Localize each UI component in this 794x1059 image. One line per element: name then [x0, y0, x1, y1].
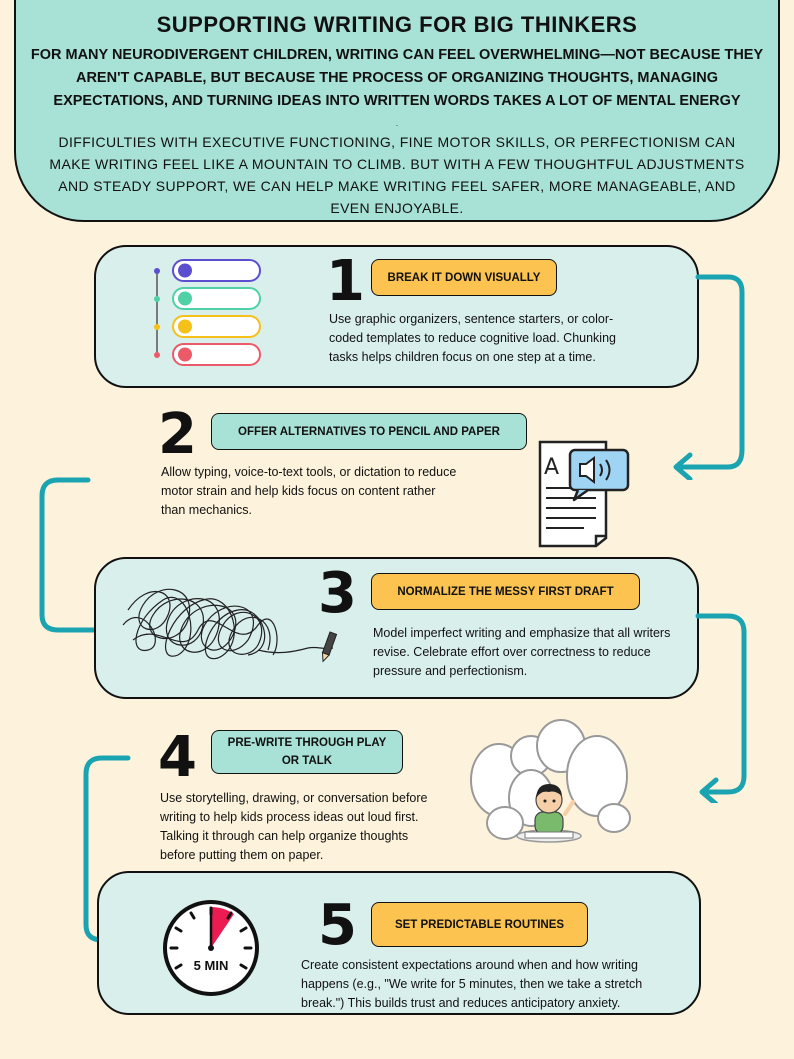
step-4-number: 4	[158, 725, 197, 790]
header-dot: .	[395, 119, 399, 128]
step-4-title: PRE-WRITE THROUGH PLAY OR TALK	[211, 730, 403, 774]
color-coded-list-icon	[150, 256, 265, 371]
svg-text:A: A	[544, 455, 560, 480]
step-2-text: Allow typing, voice-to-text tools, or dictation to reduce motor strain and help kids focus on content rather than mechanics.	[161, 465, 457, 517]
header-body: DIFFICULTIES WITH EXECUTIVE FUNCTIONING, FINE MOTOR SKILLS, OR PERFECTIONISM CAN MAKE WRITING FEEL LIKE A MOUNTAIN TO CLIMB. BUT WITH A FEW THOUGHTFUL ADJUSTMENTS AND STEADY SUPPORT, WE CAN HELP MAKE WRITING FEEL SAFER, MORE MANAGEABLE, AND EVEN ENJOYABLE.	[49, 134, 745, 216]
step-3-text: Model imperfect writing and emphasize that all writers revise. Celebrate effort over correctness to reduce pressure and perfectionism.	[373, 626, 671, 678]
step-1-number: 1	[326, 249, 365, 314]
step-4-text: Use storytelling, drawing, or conversation before writing to help kids process ideas out loud first. Talking it through can help organize thoughts before putting them on paper.	[160, 791, 428, 862]
timer-icon	[162, 899, 260, 997]
header-banner	[14, 0, 780, 222]
step-2-number: 2	[158, 402, 197, 467]
timer-label: 5 MIN	[193, 958, 229, 973]
arrow-step3-to-step4	[688, 608, 758, 803]
step-5-number: 5	[318, 893, 357, 958]
arrow-step1-to-step2	[660, 270, 760, 480]
thinking-child-icon	[469, 718, 634, 853]
step-1-title: BREAK IT DOWN VISUALLY	[371, 259, 557, 296]
page-title: SUPPORTING WRITING FOR BIG THINKERS	[156, 12, 638, 37]
step-3-number: 3	[318, 561, 357, 626]
scribble-pencil-icon	[108, 570, 353, 670]
document-speaker-icon	[534, 438, 634, 548]
step-5-text: Create consistent expectations around when and how writing happens (e.g., "We write for 5 minutes, then we take a stretch break.") This builds trust and reduces anticipatory anxiety.	[301, 958, 643, 1010]
step-1-text: Use graphic organizers, sentence starters, or color-coded templates to reduce cognitive load. Chunking tasks helps children focus on one step at a time.	[329, 312, 616, 364]
page-subtitle: FOR MANY NEURODIVERGENT CHILDREN, WRITING CAN FEEL OVERWHELMING—NOT BECAUSE THEY AREN'T CAPABLE, BUT BECAUSE THE PROCESS OF ORGANIZING THOUGHTS, MANAGING EXPECTATIONS, AND TURNING IDEAS INTO WRITTEN WORDS TAKES A LOT OF MENTAL ENERGY	[30, 47, 764, 109]
step-5-title: SET PREDICTABLE ROUTINES	[371, 902, 588, 947]
step-3-title: NORMALIZE THE MESSY FIRST DRAFT	[371, 573, 640, 610]
step-2-title: OFFER ALTERNATIVES TO PENCIL AND PAPER	[211, 413, 527, 450]
